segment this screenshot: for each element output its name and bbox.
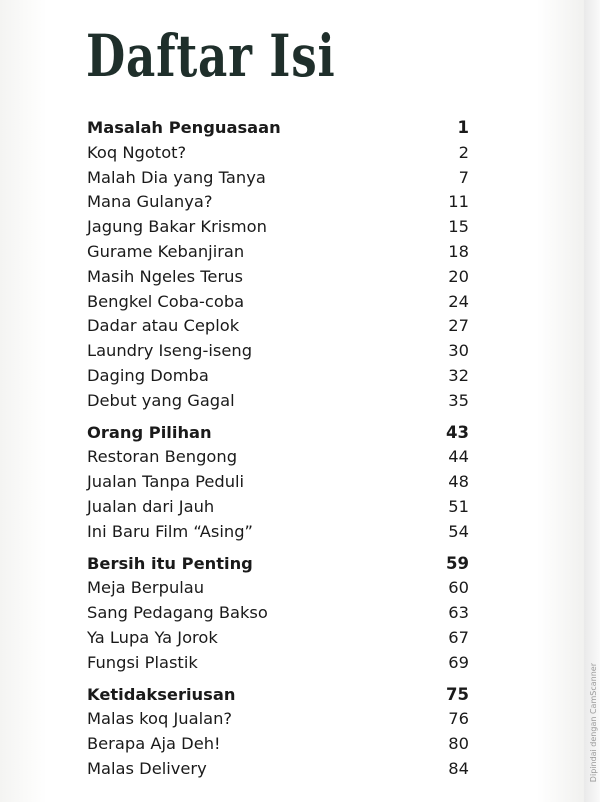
entry-title: Gurame Kebanjiran <box>87 241 245 261</box>
section-page-number: 1 <box>457 118 469 137</box>
section-page-number: 75 <box>446 684 469 704</box>
entry-title: Bengkel Coba-coba <box>87 291 245 311</box>
entry-title: Fungsi Plastik <box>87 652 198 672</box>
entry-page-number: 69 <box>448 652 469 672</box>
entry-title: Dadar atau Ceplok <box>87 316 240 336</box>
toc-entry <box>87 364 477 389</box>
entry-title: Mana Gulanya? <box>87 192 213 212</box>
entry-page-number: 60 <box>448 578 469 598</box>
entry-page-number: 20 <box>448 266 469 286</box>
toc-entry <box>87 290 477 315</box>
section-title: Masalah Penguasaan <box>87 118 281 137</box>
section-title: Bersih itu Penting <box>87 553 253 573</box>
toc-section-heading <box>87 552 477 577</box>
entry-title: Ya Lupa Ya Jorok <box>87 627 218 647</box>
table-of-contents <box>87 116 477 789</box>
entry-page-number: 35 <box>448 390 469 410</box>
entry-page-number: 44 <box>448 447 469 467</box>
entry-title: Sang Pedagang Bakso <box>87 603 268 623</box>
toc-entry <box>87 240 477 265</box>
toc-entry <box>87 732 477 757</box>
toc-entry <box>87 576 477 601</box>
toc-entry <box>87 166 477 191</box>
toc-entry <box>87 389 477 414</box>
entry-title: Ini Baru Film “Asing” <box>87 521 253 541</box>
entry-title: Berapa Aja Deh! <box>87 734 221 754</box>
toc-entry <box>87 626 477 651</box>
entry-page-number: 27 <box>448 316 469 336</box>
toc-entry <box>87 190 477 215</box>
section-page-number: 59 <box>446 553 469 573</box>
entry-title: Malas koq Jualan? <box>87 709 233 729</box>
entry-page-number: 2 <box>458 142 469 162</box>
entry-page-number: 11 <box>448 192 469 212</box>
toc-entry <box>87 757 477 782</box>
entry-title: Debut yang Gagal <box>87 390 235 410</box>
toc-entry <box>87 651 477 676</box>
entry-page-number: 51 <box>448 496 469 516</box>
entry-page-number: 24 <box>448 291 469 311</box>
entry-title: Malah Dia yang Tanya <box>87 167 266 187</box>
entry-page-number: 30 <box>448 341 469 361</box>
entry-page-number: 54 <box>448 521 469 541</box>
section-title: Ketidakseriusan <box>87 684 236 704</box>
toc-entry <box>87 601 477 626</box>
toc-entry <box>87 314 477 339</box>
toc-entry <box>87 215 477 240</box>
toc-section-heading <box>87 421 477 446</box>
toc-entry <box>87 141 477 166</box>
entry-title: Jagung Bakar Krismon <box>87 217 267 237</box>
page-title: Daftar Isi <box>86 22 336 90</box>
entry-title: Jualan dari Jauh <box>87 496 215 516</box>
entry-title: Meja Berpulau <box>87 578 205 598</box>
toc-section-heading <box>87 116 477 141</box>
toc-entry <box>87 495 477 520</box>
entry-page-number: 63 <box>448 603 469 623</box>
entry-title: Masih Ngeles Terus <box>87 266 243 286</box>
toc-section <box>87 683 477 782</box>
toc-entry <box>87 445 477 470</box>
toc-entry <box>87 265 477 290</box>
section-page-number: 43 <box>446 422 469 442</box>
entry-title: Laundry Iseng-iseng <box>87 341 253 361</box>
entry-page-number: 84 <box>448 758 469 778</box>
toc-entry <box>87 520 477 545</box>
entry-title: Koq Ngotot? <box>87 142 187 162</box>
entry-page-number: 7 <box>458 167 469 187</box>
entry-page-number: 32 <box>448 365 469 385</box>
toc-section <box>87 116 477 414</box>
entry-title: Malas Delivery <box>87 758 207 778</box>
toc-entry <box>87 339 477 364</box>
entry-page-number: 80 <box>448 734 469 754</box>
toc-entry <box>87 470 477 495</box>
entry-title: Jualan Tanpa Peduli <box>87 472 245 492</box>
entry-title: Daging Domba <box>87 365 209 385</box>
entry-page-number: 15 <box>448 217 469 237</box>
toc-section <box>87 421 477 545</box>
entry-title: Restoran Bengong <box>87 447 238 467</box>
entry-page-number: 48 <box>448 472 469 492</box>
toc-entry <box>87 707 477 732</box>
entry-page-number: 18 <box>448 241 469 261</box>
entry-page-number: 76 <box>448 709 469 729</box>
section-title: Orang Pilihan <box>87 422 212 442</box>
toc-section <box>87 552 477 676</box>
toc-section-heading <box>87 683 477 708</box>
entry-page-number: 67 <box>448 627 469 647</box>
scanner-watermark: Dipindai dengan CamScanner <box>589 662 598 782</box>
